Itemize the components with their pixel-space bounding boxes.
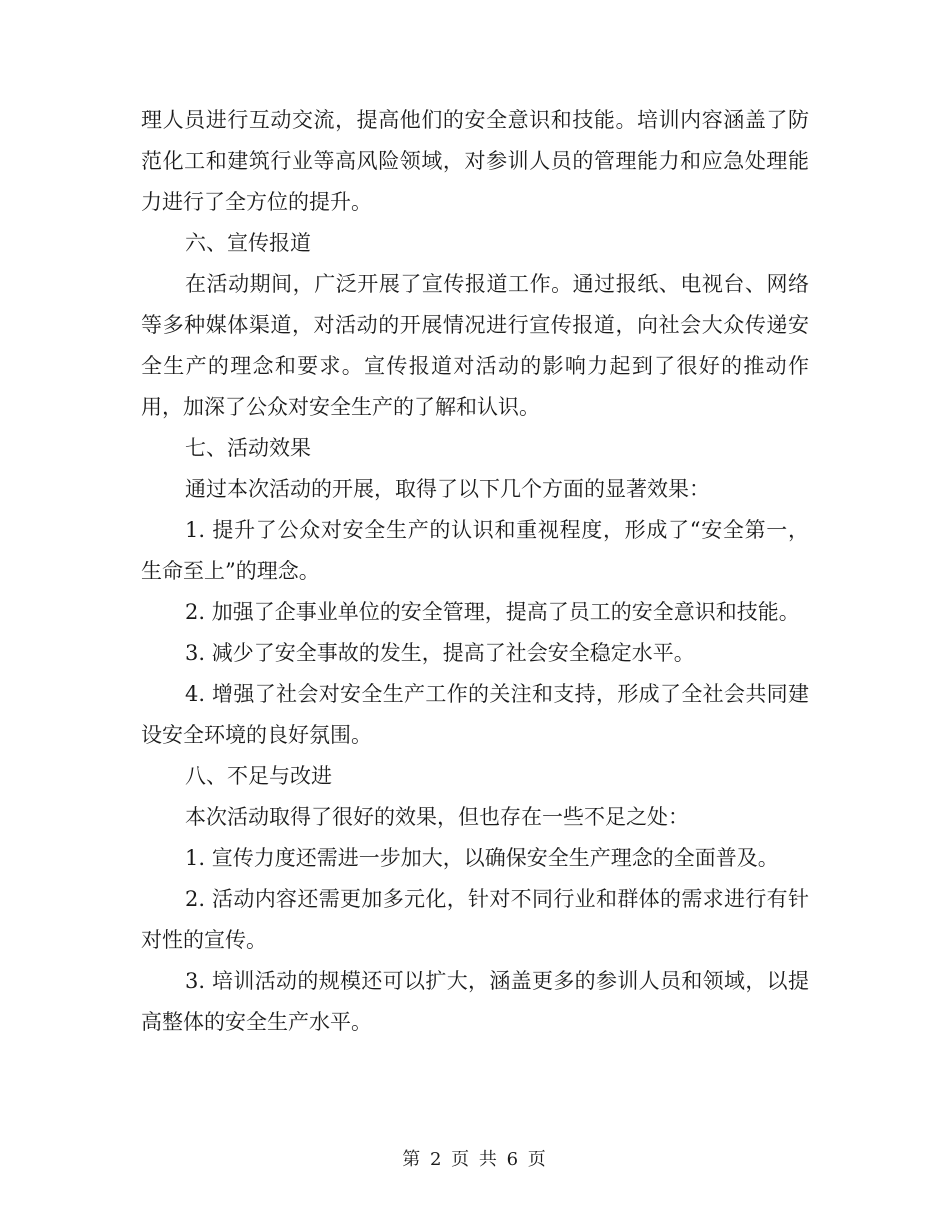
list-item-improvement-1: 1. 宣传力度还需进一步加大，以确保安全生产理念的全面普及。	[185, 846, 779, 870]
paragraph-training-continued: 理人员进行互动交流，提高他们的安全意识和技能。培训内容涵盖了防范化工和建筑行业等高风险领域，对参训人员的管理能力和应急处理能力进行了全方位的提升。	[141, 108, 809, 214]
paragraph-improvements-intro: 本次活动取得了很好的效果，但也存在一些不足之处：	[185, 805, 689, 829]
list-item-effect-2: 2. 加强了企事业单位的安全管理，提高了员工的安全意识和技能。	[185, 600, 800, 624]
paragraph-effects-intro: 通过本次活动的开展，取得了以下几个方面的显著效果：	[185, 477, 710, 501]
section-heading-effects: 七、活动效果	[185, 436, 311, 460]
list-item-effect-3: 3. 减少了安全事故的发生，提高了社会安全稳定水平。	[185, 641, 695, 665]
list-item-effect-4: 4. 增强了社会对安全生产工作的关注和支持，形成了全社会共同建设安全环境的良好氛围。	[141, 682, 809, 747]
list-item-effect-1: 1. 提升了公众对安全生产的认识和重视程度，形成了“安全第一，生命至上”的理念。	[141, 518, 809, 583]
list-item-improvement-2: 2. 活动内容还需更加多元化，针对不同行业和群体的需求进行有针对性的宣传。	[141, 887, 809, 952]
list-item-improvement-3: 3. 培训活动的规模还可以扩大，涵盖更多的参训人员和领域，以提高整体的安全生产水平。	[141, 969, 809, 1034]
section-heading-publicity: 六、宣传报道	[185, 231, 311, 255]
section-heading-improvements: 八、不足与改进	[185, 764, 332, 788]
page-number-footer: 第 2 页 共 6 页	[402, 1149, 548, 1170]
document-page	[141, 100, 809, 1043]
paragraph-publicity: 在活动期间，广泛开展了宣传报道工作。通过报纸、电视台、网络等多种媒体渠道，对活动的开展情况进行宣传报道，向社会大众传递安全生产的理念和要求。宣传报道对活动的影响力起到了很好的推动作用，加深了公众对安全生产的了解和认识。	[141, 272, 809, 419]
